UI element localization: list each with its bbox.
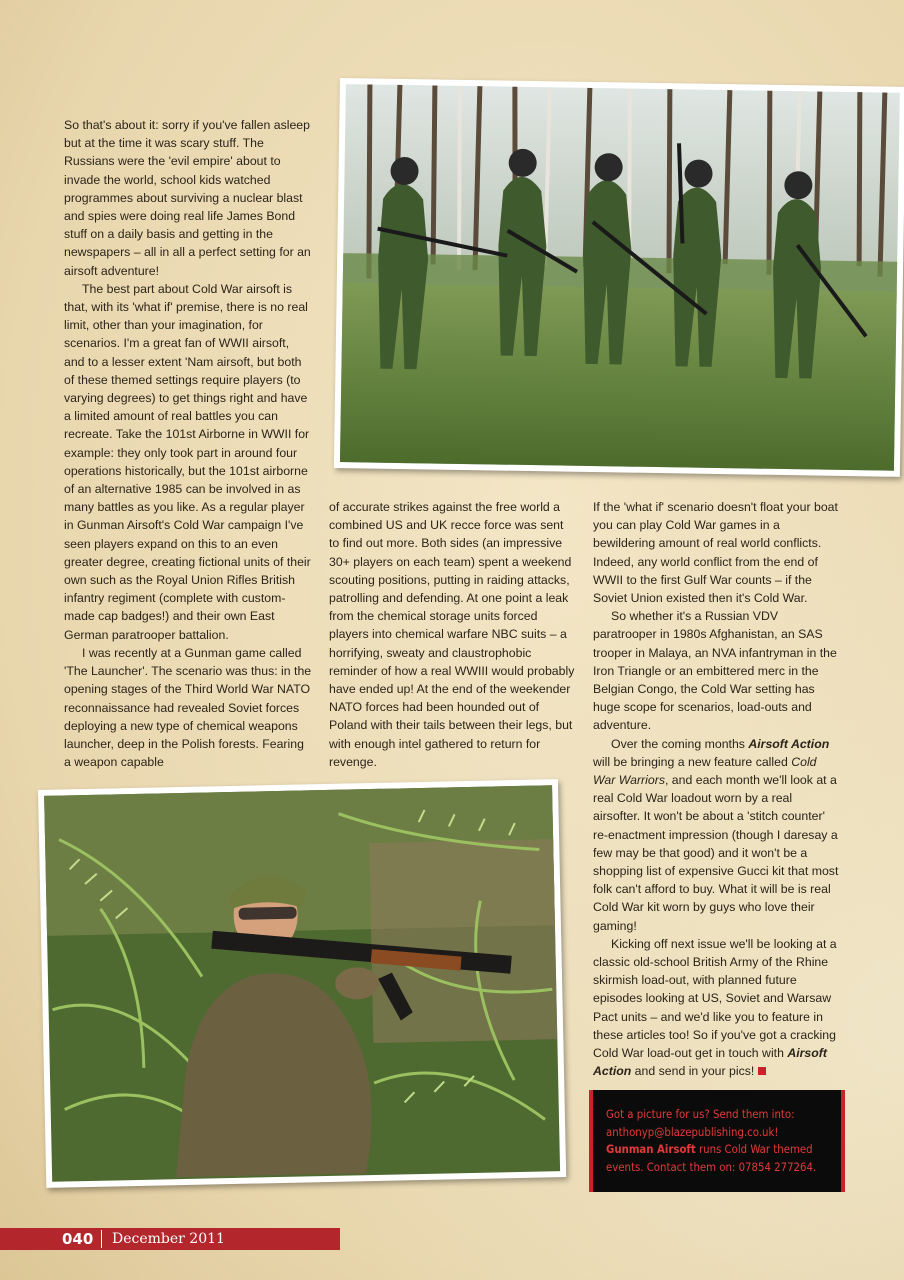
column3-text-segment: will be bringing a new feature called bbox=[593, 754, 792, 769]
magazine-name: Airsoft Action bbox=[748, 736, 830, 751]
column3-text-segment: , and each month we'll look at a real Cold War loadout worn by a real airsofter. It won't be about a 'stitch counter' re-enactment impression (though I daresay a few may be that good) and it won't be a shopping list of expensive Gucci kit that most folk can't afford to buy. What it will be is real Cold War kit worn by guys who love their gaming! bbox=[593, 773, 839, 933]
column2-paragraph-1: of accurate strikes against the free world a combined US and UK recce force was sent to find out more. Both sides (an impressive 30+ players on each team) spent a weekend scouting positions, putting in raiding attacks, patrolling and defending. At one point a leak from the chemical storage units forced players into chemical warfare NBC suits – a horrifying, sweaty and claustrophobic reminder of how a real WWIII would probably have ended up! At the end of the weekender NATO forces had been hounded out of Poland with their tails between their legs, but with enough intel gathered to return for revenge. bbox=[329, 500, 575, 769]
article-column-2 bbox=[329, 498, 577, 771]
column3-text-segment: Kicking off next issue we'll be looking at a classic old-school British Army of the Rhine skirmish load-out, with planned future episodes looking at US, Soviet and Warsaw Pact units – and we'd like you to feature in these articles too! So if you've got a cracking Cold War load-out get in touch with bbox=[593, 936, 837, 1061]
boxout-line-1: Got a picture for us? Send them into: bbox=[606, 1108, 795, 1121]
contact-boxout bbox=[592, 1090, 842, 1192]
boxout-contact: runs Cold War themed events. Contact them on: 07854 277264. bbox=[606, 1143, 817, 1174]
column1-paragraph-2: The best part about Cold War airsoft is that, with its 'what if' premise, there is no real limit, other than your imagination, for scenarios. I'm a great fan of WWII airsoft, and to a lesser extent 'Nam airsoft, but both of these themed settings require players (to varying degrees) to get things right and have a limited amount of real battles you can recreate. Take the 101st Airborne in WWII for example: they only took part in around four operations historically, but the 101st airborne of an alternative 1985 can be involved in as many battles as you like. As a regular player in Gunman Airsoft's Cold War campaign I've seen players expand on this to an even greater degree, creating fictional units of their own such as the Royal Union Rifles British infantry regiment (complete with custom-made cap badges!) and their own East German paratrooper battalion. bbox=[64, 281, 311, 642]
boxout-left-edge bbox=[589, 1090, 593, 1192]
end-mark-icon bbox=[758, 1067, 766, 1075]
article-column-3 bbox=[593, 498, 841, 1081]
boxout-email: anthonyp@blazepublishing.co.uk! bbox=[606, 1125, 779, 1139]
column3-text-segment: Over the coming months bbox=[611, 736, 749, 751]
photo-rifleman-in-ferns bbox=[38, 779, 566, 1188]
boxout-right-edge bbox=[841, 1090, 845, 1192]
article-column-1 bbox=[64, 116, 312, 771]
footer-divider bbox=[101, 1230, 102, 1248]
photo-nbc-soldiers bbox=[334, 78, 904, 477]
boxout-line-3 bbox=[606, 1141, 832, 1176]
boxout-brand: Gunman Airsoft bbox=[606, 1143, 696, 1156]
column3-paragraph-3 bbox=[593, 735, 841, 935]
column3-paragraph-1: If the 'what if' scenario doesn't float your boat you can play Cold War games in a bewildering amount of real world conflicts. Indeed, any world conflict from the end of WWII to the first Gulf War counts – if the Soviet Union existed then it's Cold War. bbox=[593, 500, 838, 606]
column3-text-segment: and send in your pics! bbox=[631, 1064, 755, 1079]
page-footer bbox=[0, 1228, 340, 1250]
column3-paragraph-2: So whether it's a Russian VDV paratrooper in 1980s Afghanistan, an SAS trooper in Malaya, an NVA infantryman in the Iron Triangle or an embittered merc in the Belgian Congo, the Cold War setting has huge scope for scenarios, load-outs and adventure. bbox=[593, 609, 837, 733]
column1-paragraph-3: I was recently at a Gunman game called 'The Launcher'. The scenario was thus: in the opening stages of the Third World War NATO reconnaissance had revealed Soviet forces deploying a new type of chemical weapons launcher, deep in the Polish forests. Fearing a weapon capable bbox=[64, 645, 312, 770]
feature-name: Cold War Warriors bbox=[593, 754, 817, 788]
magazine-name: Airsoft Action bbox=[593, 1046, 827, 1079]
page-number: 040 bbox=[62, 1230, 94, 1248]
issue-date: December 2011 bbox=[112, 1231, 225, 1247]
column1-paragraph-1: So that's about it: sorry if you've fallen asleep but at the time it was scary stuff. The Russians were the 'evil empire' about to invade the world, school kids watched programmes about surviving a nuclear blast and spies were doing real life James Bond stuff on a daily basis and getting in the newspapers – all in all a perfect setting for an airsoft adventure! bbox=[64, 118, 311, 278]
column3-paragraph-4 bbox=[593, 935, 841, 1081]
